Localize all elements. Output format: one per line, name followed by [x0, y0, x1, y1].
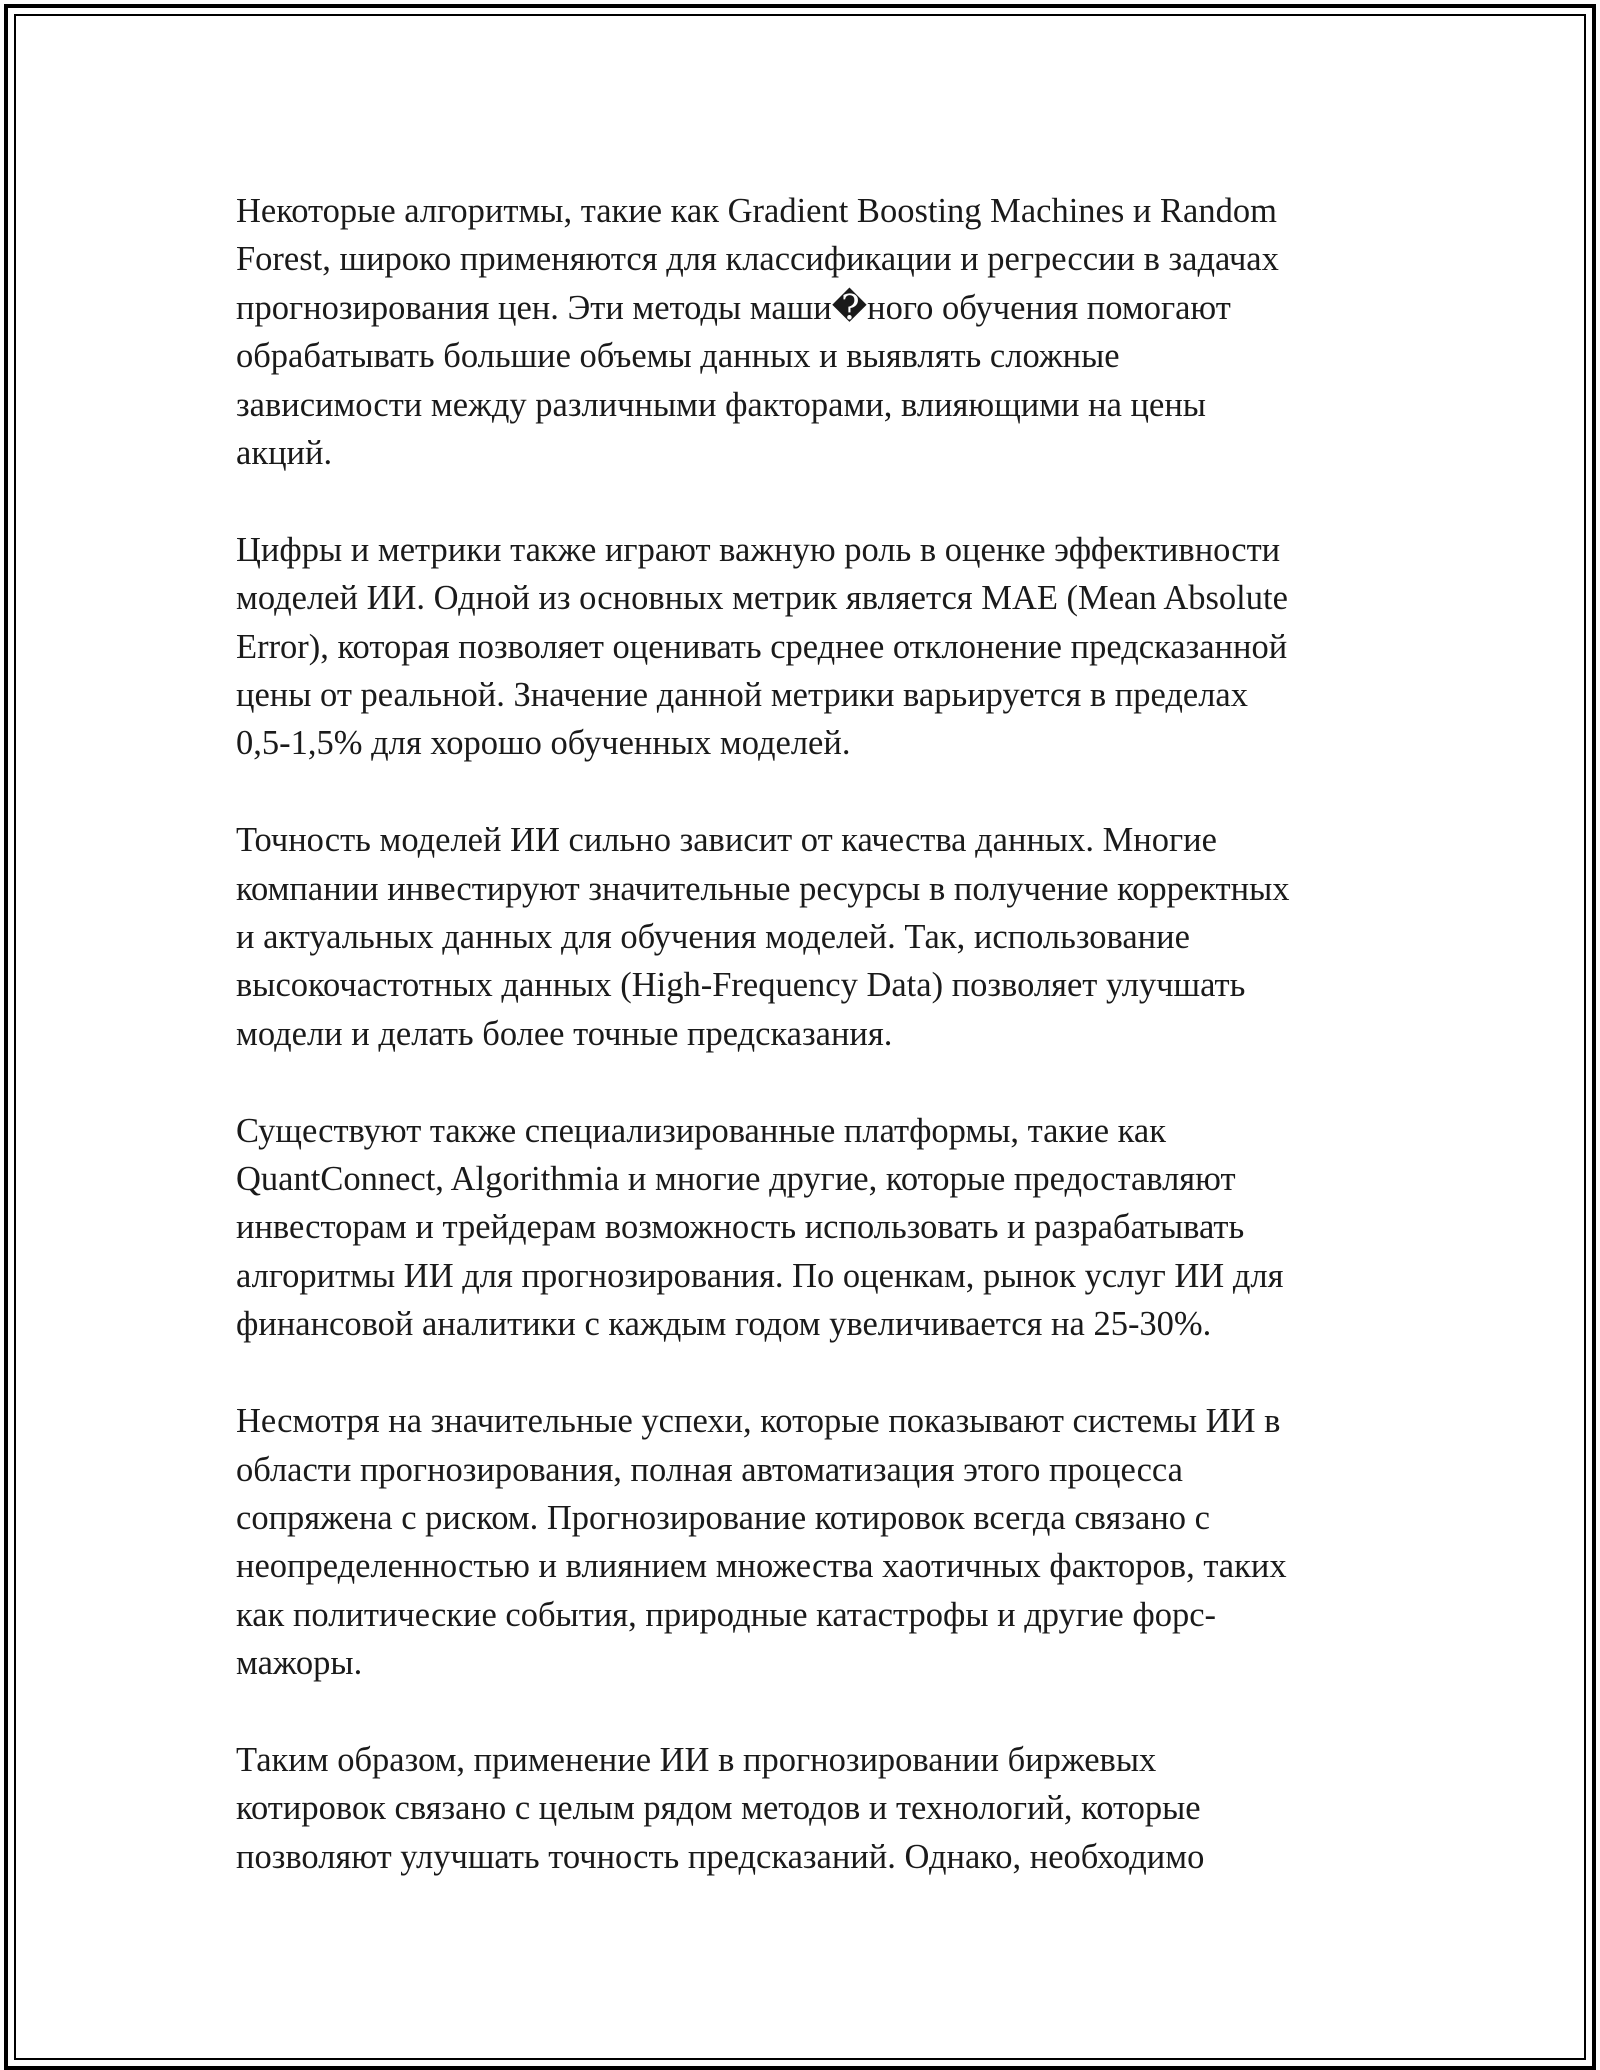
- document-body: [236, 187, 1366, 1930]
- paragraph-5: [236, 1397, 1366, 1687]
- text-line: Несмотря на значительные успехи, которые показывают системы ИИ в: [236, 1402, 1281, 1441]
- text-line: Цифры и метрики также играют важную роль в оценке эффективности: [236, 530, 1281, 569]
- text-line: Error), которая позволяет оценивать среднее отклонение предсказанной: [236, 627, 1288, 666]
- paragraph-3: [236, 816, 1366, 1058]
- paragraph-4: [236, 1107, 1366, 1349]
- text-line: котировок связано с целым рядом методов и технологий, которые: [236, 1789, 1201, 1828]
- text-line: QuantConnect, Algorithmia и многие другие, которые предоставляют: [236, 1160, 1236, 1199]
- text-line: Некоторые алгоритмы, такие как Gradient Boosting Machines и Random: [236, 192, 1277, 230]
- text-line: высокочастотных данных (High-Frequency Data) позволяет улучшать: [236, 966, 1246, 1005]
- text-line: финансовой аналитики с каждым годом увеличивается на 25-30%.: [236, 1305, 1212, 1344]
- text-line: прогнозирования цен. Эти методы маши�ного обучения помогают: [236, 288, 1231, 327]
- text-line: алгоритмы ИИ для прогнозирования. По оценкам, рынок услуг ИИ для: [236, 1256, 1284, 1295]
- text-line: позволяют улучшать точность предсказаний. Однако, необходимо: [236, 1837, 1205, 1876]
- text-line: Таким образом, применение ИИ в прогнозировании биржевых: [236, 1740, 1157, 1779]
- text-line: моделей ИИ. Одной из основных метрик является MAE (Mean Absolute: [236, 579, 1288, 618]
- text-line: 0,5-1,5% для хорошо обученных моделей.: [236, 724, 851, 763]
- text-line: акций.: [236, 434, 333, 473]
- text-line: обрабатывать большие объемы данных и выявлять сложные: [236, 337, 1120, 376]
- text-line: зависимости между различными факторами, влияющими на цены: [236, 385, 1206, 424]
- paragraph-1: [236, 187, 1366, 477]
- text-line: как политические события, природные катастрофы и другие форс-: [236, 1595, 1217, 1634]
- text-line: сопряжена с риском. Прогнозирование котировок всегда связано с: [236, 1498, 1210, 1537]
- text-line: компании инвестируют значительные ресурсы в получение корректных: [236, 869, 1290, 908]
- text-line: мажоры.: [236, 1644, 363, 1683]
- text-line: инвесторам и трейдерам возможность использовать и разрабатывать: [236, 1208, 1245, 1247]
- text-line: неопределенностью и влиянием множества хаотичных факторов, таких: [236, 1547, 1287, 1586]
- text-line: Forest, широко применяются для классификации и регрессии в задачах: [236, 240, 1279, 279]
- paragraph-6: [236, 1736, 1366, 1881]
- text-line: и актуальных данных для обучения моделей. Так, использование: [236, 918, 1190, 957]
- text-line: цены от реальной. Значение данной метрики варьируется в пределах: [236, 676, 1248, 715]
- text-line: области прогнозирования, полная автоматизация этого процесса: [236, 1450, 1183, 1489]
- paragraph-2: [236, 526, 1366, 768]
- text-line: Существуют также специализированные платформы, такие как: [236, 1111, 1166, 1150]
- text-line: модели и делать более точные предсказания.: [236, 1014, 893, 1053]
- text-line: Точность моделей ИИ сильно зависит от качества данных. Многие: [236, 821, 1217, 860]
